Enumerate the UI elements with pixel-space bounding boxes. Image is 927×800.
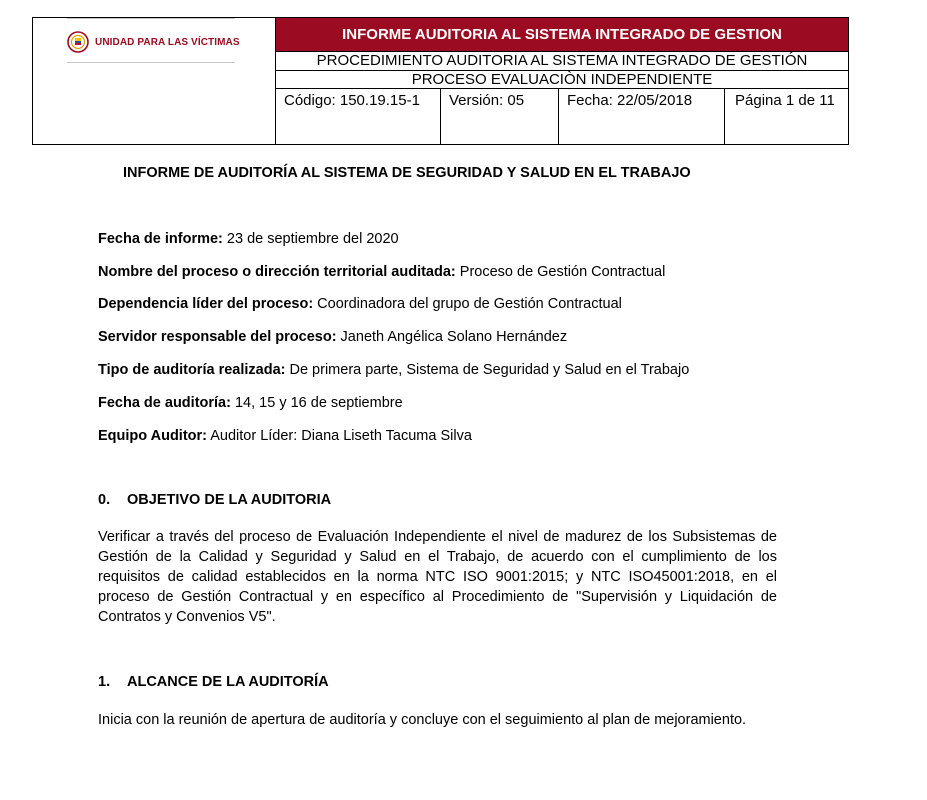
field-label: Fecha de informe: — [98, 231, 223, 247]
field-label: Nombre del proceso o dirección territorial auditada: — [98, 264, 456, 280]
report-title: INFORME DE AUDITORÍA AL SISTEMA DE SEGURIDAD Y SALUD EN EL TRABAJO — [123, 165, 691, 181]
field-label: Fecha de auditoría: — [98, 395, 231, 411]
process-subtitle: PROCESO EVALUACIÒN INDEPENDIENTE — [276, 71, 849, 89]
procedure-subtitle: PROCEDIMIENTO AUDITORIA AL SISTEMA INTEGRADO DE GESTIÓN — [276, 52, 849, 71]
field-label: Servidor responsable del proceso: — [98, 329, 337, 345]
section-number: 0. — [98, 492, 111, 508]
unidad-victimas-logo — [67, 23, 240, 61]
document-code: Código: 150.19.15-1 — [276, 89, 441, 145]
page-number: Página 1 de 11 — [725, 89, 849, 145]
document-version: Versión: 05 — [441, 89, 559, 145]
field-fecha-auditoria — [98, 395, 403, 411]
field-nombre-proceso — [98, 264, 665, 280]
logo-divider-bottom — [67, 62, 235, 63]
field-value: Auditor Líder: Diana Liseth Tacuma Silva — [207, 428, 472, 444]
section-title: OBJETIVO DE LA AUDITORIA — [127, 492, 332, 508]
field-label: Tipo de auditoría realizada: — [98, 362, 286, 378]
field-equipo-auditor — [98, 428, 472, 444]
field-label: Equipo Auditor: — [98, 428, 207, 444]
section-heading-alcance — [98, 674, 329, 690]
document-header-table — [32, 17, 849, 145]
field-value: De primera parte, Sistema de Seguridad y Salud en el Trabajo — [285, 362, 690, 378]
colombia-seal-icon — [67, 31, 89, 53]
logo-text: UNIDAD PARA LAS VÍCTIMAS — [95, 36, 240, 48]
field-servidor — [98, 329, 567, 345]
field-label: Dependencia líder del proceso: — [98, 296, 314, 312]
document-date: Fecha: 22/05/2018 — [559, 89, 725, 145]
field-value: 14, 15 y 16 de septiembre — [230, 395, 403, 411]
section-text-objetivo: Verificar a través del proceso de Evaluación Independiente el nivel de madurez de los Subsistemas de Gestión de la Calidad y Seguridad y Salud en el Trabajo, de acuerdo con el cumplimiento de los requisitos de calidad establecidos en la norma NTC ISO 9001:2015; y NTC ISO45001:2018, en el proceso de Gestión Contractual y en específico al Procedimiento de "Supervisión y Liquidación de Contratos y Convenios V5". — [98, 529, 777, 625]
section-title: ALCANCE DE LA AUDITORÍA — [127, 674, 329, 690]
logo-divider-top — [67, 18, 235, 19]
field-value: 23 de septiembre del 2020 — [222, 231, 399, 247]
logo-cell — [33, 18, 276, 145]
field-value: Proceso de Gestión Contractual — [455, 264, 666, 280]
field-fecha-informe — [98, 231, 399, 247]
field-value: Janeth Angélica Solano Hernández — [336, 329, 568, 345]
section-heading-objetivo — [98, 492, 331, 508]
field-dependencia — [98, 296, 622, 312]
section-text-alcance: Inicia con la reunión de apertura de auditoría y concluye con el seguimiento al plan de mejoramiento. — [98, 712, 747, 728]
field-value: Coordinadora del grupo de Gestión Contractual — [313, 296, 622, 312]
section-number: 1. — [98, 674, 111, 690]
report-main-title: INFORME AUDITORIA AL SISTEMA INTEGRADO DE GESTION — [276, 18, 849, 52]
field-tipo-auditoria — [98, 362, 689, 378]
